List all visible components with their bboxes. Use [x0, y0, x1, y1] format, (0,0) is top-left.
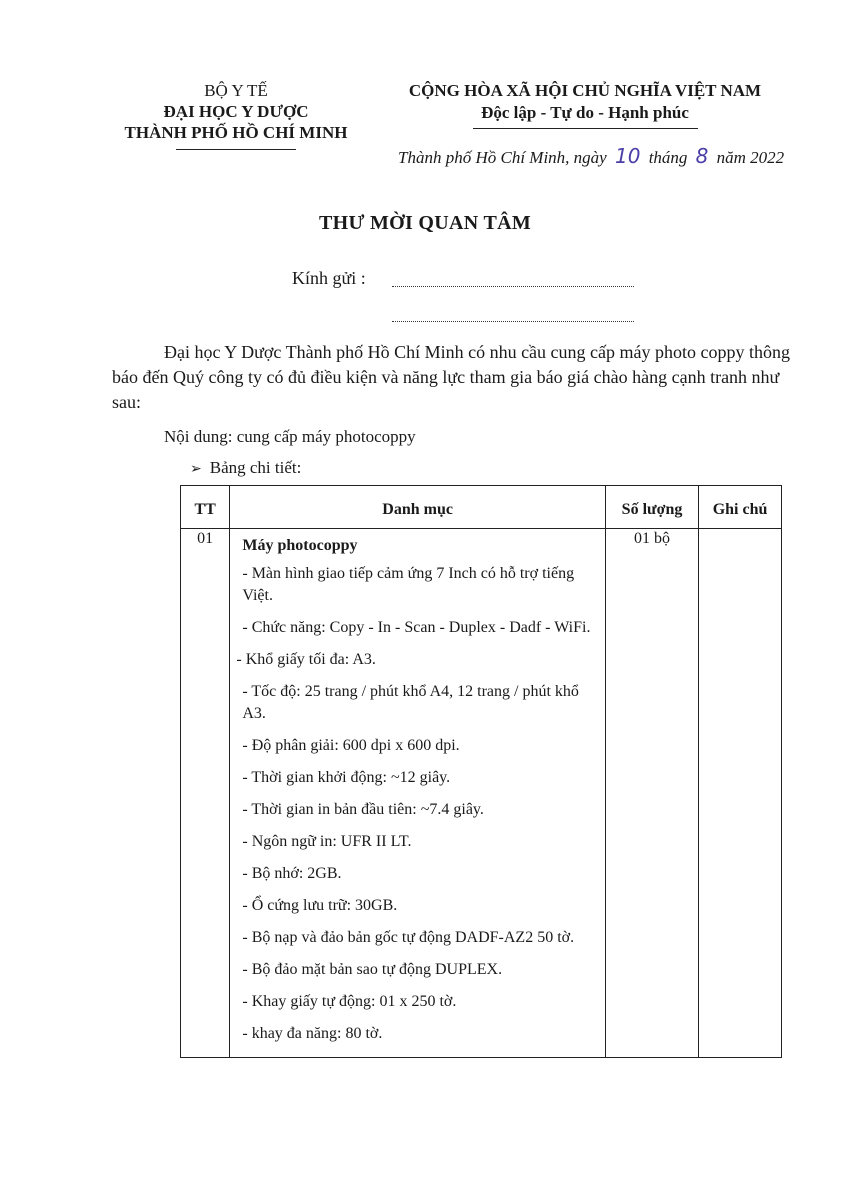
recipient-label: Kính gửi :: [292, 268, 366, 288]
header-note: Ghi chú: [699, 486, 782, 529]
table-row: [181, 529, 782, 1058]
detail-table: [180, 485, 782, 1058]
country-title: CỘNG HÒA XÃ HỘI CHỦ NGHĨA VIỆT NAM: [408, 81, 762, 100]
university-name: ĐẠI HỌC Y DƯỢC: [163, 102, 309, 121]
spec-item: - Bộ nạp và đảo bản gốc tự động DADF-AZ2 50 tờ.: [242, 929, 575, 946]
header-quantity: Số lượng: [605, 486, 698, 529]
issuer-block: [100, 80, 372, 150]
detail-label-row: [190, 458, 301, 478]
spec-item: - khay đa năng: 80 tờ.: [242, 1025, 383, 1042]
spec-item: - Chức năng: Copy - In - Scan - Duplex - Dadf - WiFi.: [242, 619, 591, 636]
detail-label: Bảng chi tiết:: [209, 458, 302, 477]
date-month-label: tháng: [648, 148, 688, 167]
national-header: [380, 80, 790, 129]
spec-item: - Độ phân giải: 600 dpi x 600 dpi.: [242, 737, 460, 754]
intro-paragraph: Đại học Y Dược Thành phố Hồ Chí Minh có nhu cầu cung cấp máy photo coppy thông báo đến Quý công ty có đủ điều kiện và năng lực tham gia báo giá chào hàng cạnh tranh như sau:: [112, 342, 790, 412]
date-day: 10: [614, 144, 641, 168]
motto-underline: [473, 128, 698, 129]
recipient-line-1: [392, 285, 634, 287]
row-note: [699, 529, 782, 1058]
row-quantity: 01 bộ: [605, 529, 698, 1058]
row-tt: 01: [181, 529, 230, 1058]
document-title: THƯ MỜI QUAN TÂM: [318, 212, 532, 234]
table-header-row: [181, 486, 782, 529]
date-year: năm 2022: [716, 148, 785, 167]
spec-item: - Tốc độ: 25 trang / phút khổ A4, 12 trang / phút khổ A3.: [242, 683, 579, 722]
spec-item: - Khay giấy tự động: 01 x 250 tờ.: [242, 993, 457, 1010]
spec-item: - Khổ giấy tối đa: A3.: [236, 651, 376, 668]
university-city: THÀNH PHỐ HỒ CHÍ MINH: [124, 123, 348, 142]
item-title: Máy photocoppy: [242, 537, 358, 554]
date-month: 8: [695, 144, 709, 168]
issuer-underline: [176, 149, 296, 150]
date-prefix: Thành phố Hồ Chí Minh, ngày: [398, 148, 607, 167]
recipient-line-2: [392, 320, 634, 322]
spec-item: - Ngôn ngữ in: UFR II LT.: [242, 833, 412, 850]
national-motto: Độc lập - Tự do - Hạnh phúc: [481, 103, 689, 122]
spec-item: - Màn hình giao tiếp cảm ứng 7 Inch có hỗ trợ tiếng Việt.: [242, 565, 575, 604]
spec-item: - Bộ nhớ: 2GB.: [242, 865, 342, 882]
row-category: [230, 529, 606, 1058]
spec-item: - Thời gian khởi động: ~12 giây.: [242, 769, 451, 786]
header-tt: TT: [181, 486, 230, 529]
ministry-name: BỘ Y TẾ: [204, 81, 268, 100]
content-line: Nội dung: cung cấp máy photocoppy: [164, 427, 416, 446]
header-category: Danh mục: [230, 486, 606, 529]
spec-item: - Thời gian in bản đầu tiên: ~7.4 giây.: [242, 801, 484, 818]
date-line: [398, 144, 808, 168]
arrow-bullet-icon: ➢: [190, 462, 202, 477]
spec-item: - Ổ cứng lưu trữ: 30GB.: [242, 897, 398, 914]
spec-item: - Bộ đảo mặt bản sao tự động DUPLEX.: [242, 961, 503, 978]
